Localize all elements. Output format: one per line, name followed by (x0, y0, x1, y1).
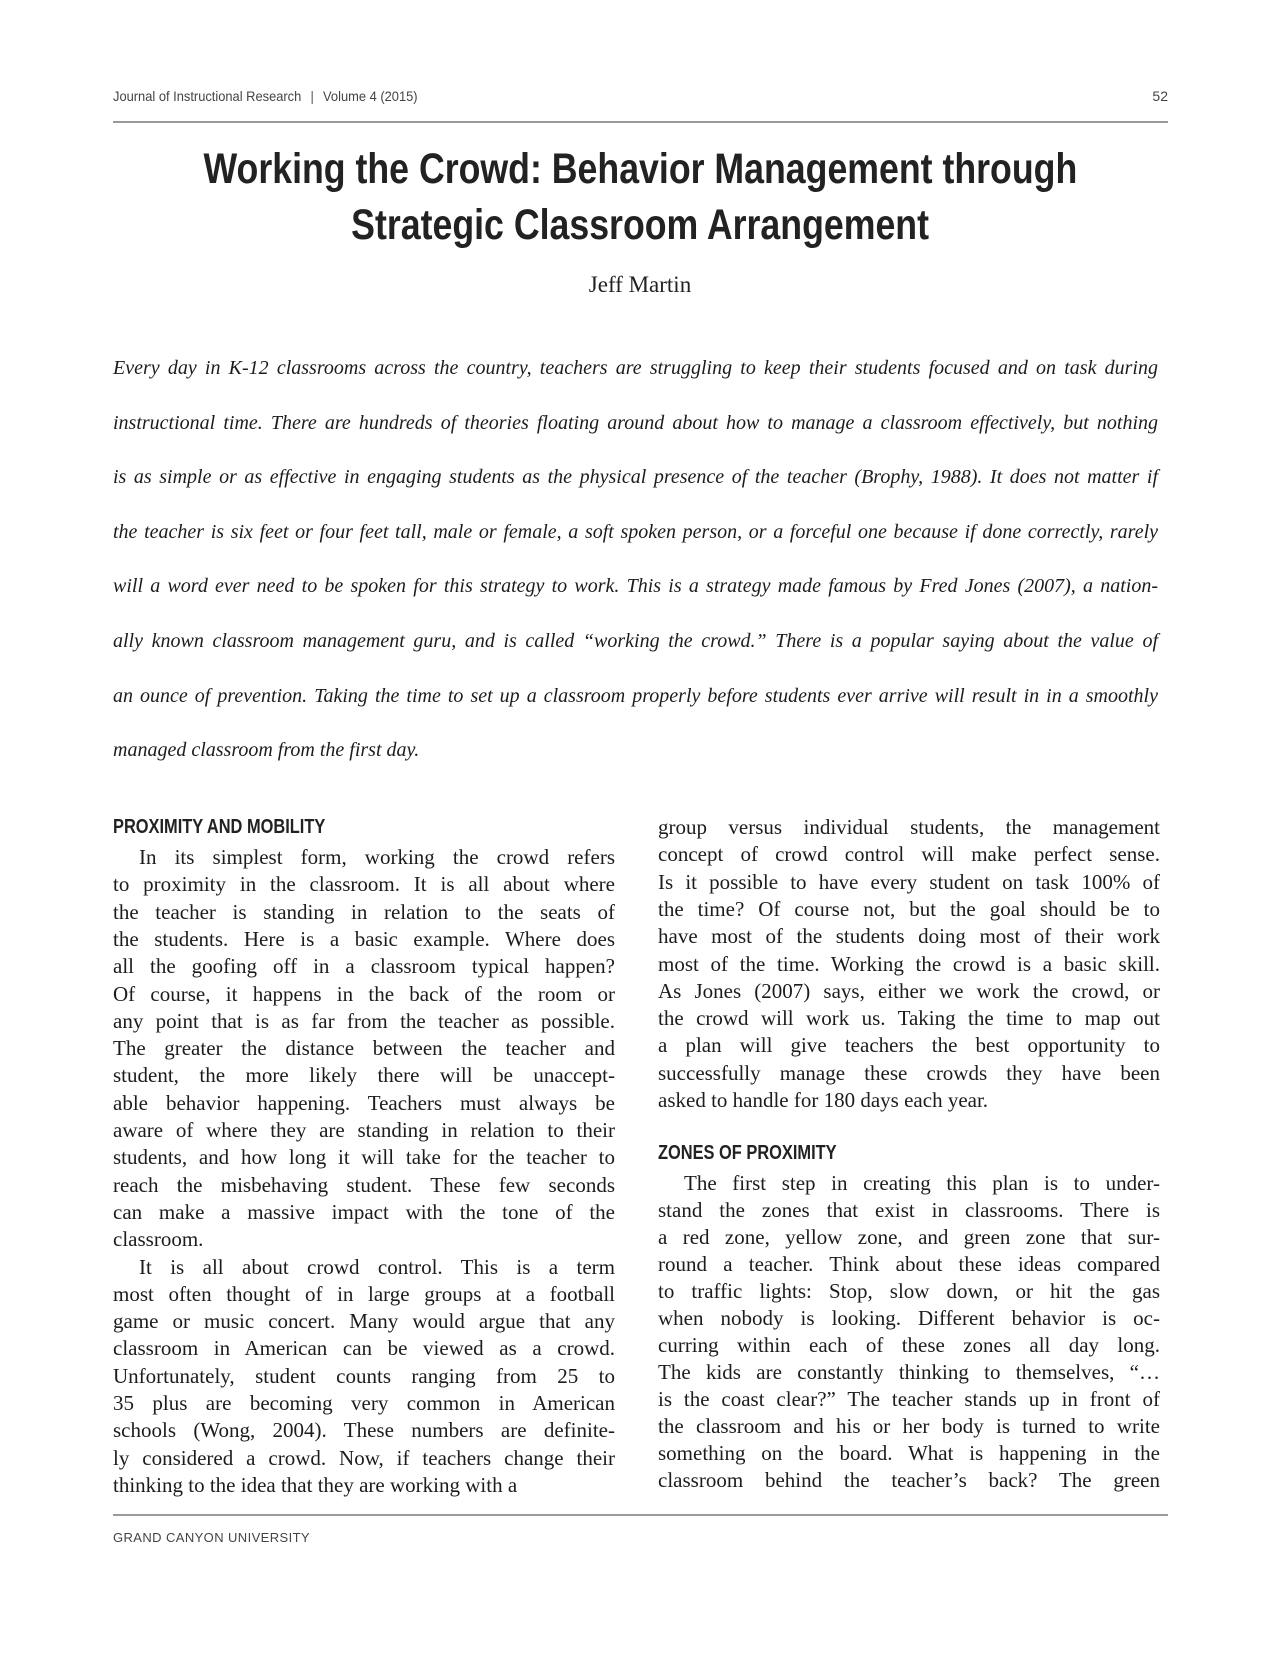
body-line: asked to handle for 180 days each year. (658, 1088, 989, 1112)
footer-rule (113, 1514, 1168, 1516)
body-line: The first step in creating this plan is to under- (684, 1171, 1160, 1195)
body-line: reach the misbehaving student. These few seconds (113, 1172, 615, 1197)
body-line: aware of where they are standing in relation to their (113, 1118, 615, 1142)
body-line: The kids are constantly thinking to themselves, “… (658, 1360, 1160, 1384)
abstract-line: will a word ever need to be spoken for this strategy to work. This is a strategy made famous by Fred Jones (2007), a nation- (113, 575, 1158, 598)
section-heading: ZONES OF PROXIMITY (658, 1142, 837, 1164)
abstract-line: managed classroom from the first day. (113, 739, 420, 762)
body-line: Unfortunately, student counts ranging from 25 to (113, 1363, 615, 1388)
body-line: to proximity in the classroom. It is all about where (113, 872, 615, 897)
body-line: most often thought of in large groups at a football (113, 1281, 615, 1306)
body-line: group versus individual students, the management (658, 815, 1160, 839)
body-line: is the coast clear?” The teacher stands up in front of (658, 1387, 1160, 1411)
body-line: classroom behind the teacher’s back? The green (658, 1468, 1160, 1492)
body-line: ly considered a crowd. Now, if teachers change their (113, 1445, 615, 1470)
page-number: 52 (1152, 88, 1168, 104)
body-line: can make a massive impact with the tone of the (113, 1199, 615, 1224)
body-line: It is all about crowd control. This is a term (139, 1254, 615, 1279)
body-line: most of the time. Working the crowd is a basic skill. (658, 951, 1160, 976)
body-line: the time? Of course not, but the goal should be to (658, 896, 1160, 921)
body-line: Is it possible to have every student on task 100% of (658, 869, 1160, 894)
body-line: all the goofing off in a classroom typical happen? (113, 954, 615, 979)
body-line: the teacher is standing in relation to the seats of (113, 899, 615, 924)
abstract-line: an ounce of prevention. Taking the time to set up a classroom properly before students ever arrive will result in in a smoothly (113, 684, 1158, 707)
body-line: The greater the distance between the teacher and (113, 1036, 615, 1061)
body-line: able behavior happening. Teachers must always be (113, 1090, 615, 1115)
body-line: a red zone, yellow zone, and green zone that sur- (658, 1225, 1160, 1249)
footer-institution: GRAND CANYON UNIVERSITY (113, 1530, 311, 1545)
abstract-line: Every day in K-12 classrooms across the country, teachers are struggling to keep their students focused and on task during (113, 357, 1158, 379)
body-line: the students. Here is a basic example. Where does (113, 926, 615, 951)
article-title (0, 141, 1280, 253)
running-header (113, 88, 418, 104)
body-line: any point that is as far from the teacher as possible. (113, 1008, 615, 1033)
body-line: student, the more likely there will be unaccept- (113, 1063, 615, 1088)
abstract-line: ally known classroom management guru, and is called “working the crowd.” There is a popular saying about the value of (113, 630, 1158, 652)
header-rule (113, 121, 1168, 123)
body-line: concept of crowd control will make perfect sense. (658, 842, 1160, 867)
body-line: schools (Wong, 2004). These numbers are definite- (113, 1418, 615, 1443)
body-line: when nobody is looking. Different behavior is oc- (658, 1306, 1160, 1330)
title-line: Strategic Classroom Arrangement (351, 201, 929, 249)
body-line: round a teacher. Think about these ideas compared (658, 1252, 1160, 1276)
journal-name: Journal of Instructional Research (113, 88, 302, 104)
body-line: In its simplest form, working the crowd refers (139, 845, 615, 869)
body-line: students, and how long it will take for the teacher to (113, 1145, 615, 1170)
body-line: the classroom and his or her body is turned to write (658, 1414, 1160, 1438)
body-line: a plan will give teachers the best opportunity to (658, 1033, 1160, 1058)
title-line: Working the Crowd: Behavior Management through (203, 145, 1077, 193)
body-line: curring within each of these zones all day long. (658, 1333, 1160, 1357)
journal-volume: Volume 4 (2015) (323, 88, 418, 104)
body-line: classroom. (113, 1227, 204, 1252)
header-separator: | (310, 88, 314, 104)
body-line: thinking to the idea that they are working with a (113, 1472, 518, 1497)
body-line: something on the board. What is happening in the (658, 1441, 1160, 1465)
body-line: classroom in American can be viewed as a crowd. (113, 1336, 615, 1361)
body-line: stand the zones that exist in classrooms. There is (658, 1198, 1160, 1222)
author-name: Jeff Martin (588, 272, 692, 297)
body-line: 35 plus are becoming very common in American (113, 1391, 615, 1415)
body-line: the crowd will work us. Taking the time to map out (658, 1006, 1160, 1031)
abstract-line: is as simple or as effective in engaging students as the physical presence of the teacher (Brophy, 1988). It does not matter if (113, 466, 1158, 489)
body-line: game or music concert. Many would argue that any (113, 1309, 615, 1334)
body-line: As Jones (2007) says, either we work the crowd, or (658, 978, 1160, 1003)
body-line: have most of the students doing most of their work (658, 924, 1160, 949)
section-heading: PROXIMITY AND MOBILITY (113, 816, 326, 838)
body-line: Of course, it happens in the back of the room or (113, 981, 615, 1006)
abstract-line: instructional time. There are hundreds of theories floating around about how to manage a classroom effectively, but nothing (113, 411, 1158, 434)
abstract-line: the teacher is six feet or four feet tall, male or female, a soft spoken person, or a forceful one because if done correctly, rarely (113, 520, 1158, 543)
body-line: to traffic lights: Stop, slow down, or hit the gas (658, 1279, 1160, 1303)
body-line: successfully manage these crowds they have been (658, 1060, 1160, 1085)
